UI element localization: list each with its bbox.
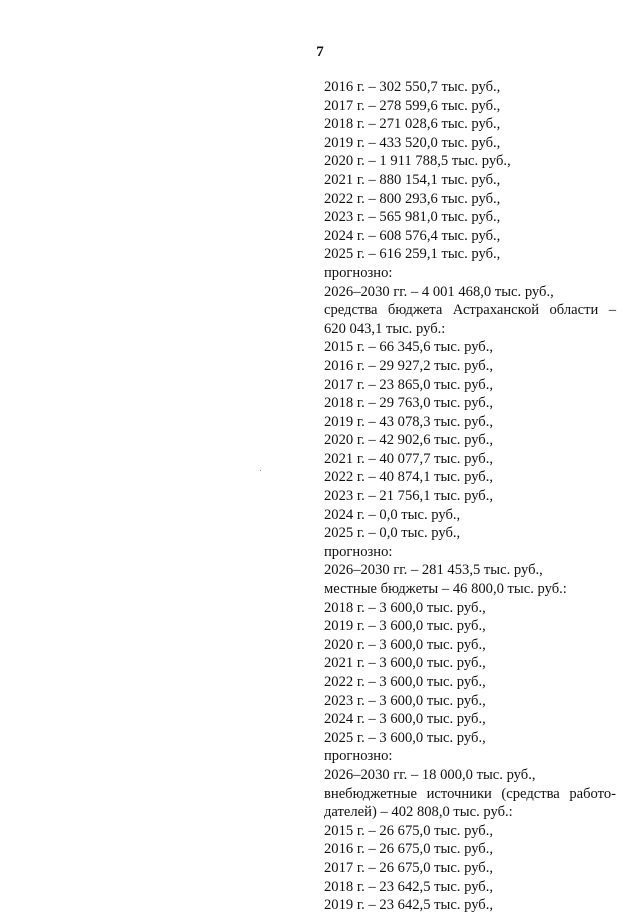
- text-line: 2017 г. – 26 675,0 тыс. руб.,: [324, 859, 494, 876]
- text-line: 2019 г. – 23 642,5 тыс. руб.,: [324, 897, 494, 914]
- text-line: прогнозно:: [324, 543, 393, 560]
- text-line: 2018 г. – 23 642,5 тыс. руб.,: [324, 878, 494, 895]
- text-line: 2018 г. – 271 028,6 тыс. руб.,: [324, 116, 501, 133]
- text-line: 2026–2030 гг. – 4 001 468,0 тыс. руб.,: [324, 283, 554, 300]
- text-line: 2021 г. – 3 600,0 тыс. руб.,: [324, 655, 486, 672]
- text-line: 2025 г. – 0,0 тыс. руб.,: [324, 525, 461, 542]
- text-line: прогнозно:: [324, 264, 393, 281]
- text-line: 2026–2030 гг. – 18 000,0 тыс. руб.,: [324, 766, 536, 783]
- text-line: 2022 г. – 3 600,0 тыс. руб.,: [324, 674, 486, 690]
- text-line: 2024 г. – 0,0 тыс. руб.,: [324, 506, 461, 523]
- text-line: средства бюджета Астраханской области –: [324, 302, 616, 319]
- text-line: 2020 г. – 1 911 788,5 тыс. руб.,: [324, 153, 511, 170]
- text-line: прогнозно:: [324, 748, 393, 765]
- text-line: 2024 г. – 608 576,4 тыс. руб.,: [324, 227, 501, 244]
- funding-text-block: [324, 78, 616, 915]
- text-line: 2023 г. – 3 600,0 тыс. руб.,: [324, 692, 486, 709]
- text-line: 2018 г. – 29 763,0 тыс. руб.,: [324, 395, 494, 412]
- text-line: 2022 г. – 800 293,6 тыс. руб.,: [324, 190, 501, 207]
- scan-speck: [260, 470, 261, 471]
- text-line: 2018 г. – 3 600,0 тыс. руб.,: [324, 599, 486, 616]
- text-line: 2015 г. – 26 675,0 тыс. руб.,: [324, 822, 494, 839]
- text-line: 2020 г. – 42 902,6 тыс. руб.,: [324, 432, 494, 449]
- text-line: 2026–2030 гг. – 281 453,5 тыс. руб.,: [324, 562, 543, 579]
- text-line: 2017 г. – 23 865,0 тыс. руб.,: [324, 376, 494, 393]
- text-line: 2019 г. – 43 078,3 тыс. руб.,: [324, 413, 494, 430]
- text-line: 2025 г. – 616 259,1 тыс. руб.,: [324, 246, 501, 263]
- text-line: 2023 г. – 21 756,1 тыс. руб.,: [324, 488, 494, 505]
- text-line: местные бюджеты – 46 800,0 тыс. руб.:: [324, 581, 567, 598]
- text-line: внебюджетные источники (средства работо-: [324, 785, 616, 802]
- text-line: 2024 г. – 3 600,0 тыс. руб.,: [324, 711, 486, 728]
- text-line: 2015 г. – 66 345,6 тыс. руб.,: [324, 339, 494, 356]
- text-line: 2019 г. – 433 520,0 тыс. руб.,: [324, 134, 501, 151]
- text-line: дателей) – 402 808,0 тыс. руб.:: [324, 804, 513, 821]
- text-line: 2020 г. – 3 600,0 тыс. руб.,: [324, 636, 486, 653]
- text-line: 620 043,1 тыс. руб.:: [324, 320, 446, 337]
- text-line: 2016 г. – 302 550,7 тыс. руб.,: [324, 79, 501, 95]
- text-line: 2016 г. – 29 927,2 тыс. руб.,: [324, 357, 494, 374]
- page-number: 7: [316, 44, 324, 60]
- text-line: 2022 г. – 40 874,1 тыс. руб.,: [324, 469, 494, 486]
- text-line: 2021 г. – 880 154,1 тыс. руб.,: [324, 171, 501, 188]
- text-line: 2023 г. – 565 981,0 тыс. руб.,: [324, 209, 501, 226]
- text-line: 2017 г. – 278 599,6 тыс. руб.,: [324, 97, 501, 114]
- text-line: 2019 г. – 3 600,0 тыс. руб.,: [324, 618, 486, 635]
- text-line: 2016 г. – 26 675,0 тыс. руб.,: [324, 841, 494, 858]
- text-line: 2021 г. – 40 077,7 тыс. руб.,: [324, 450, 494, 467]
- text-line: 2025 г. – 3 600,0 тыс. руб.,: [324, 729, 486, 746]
